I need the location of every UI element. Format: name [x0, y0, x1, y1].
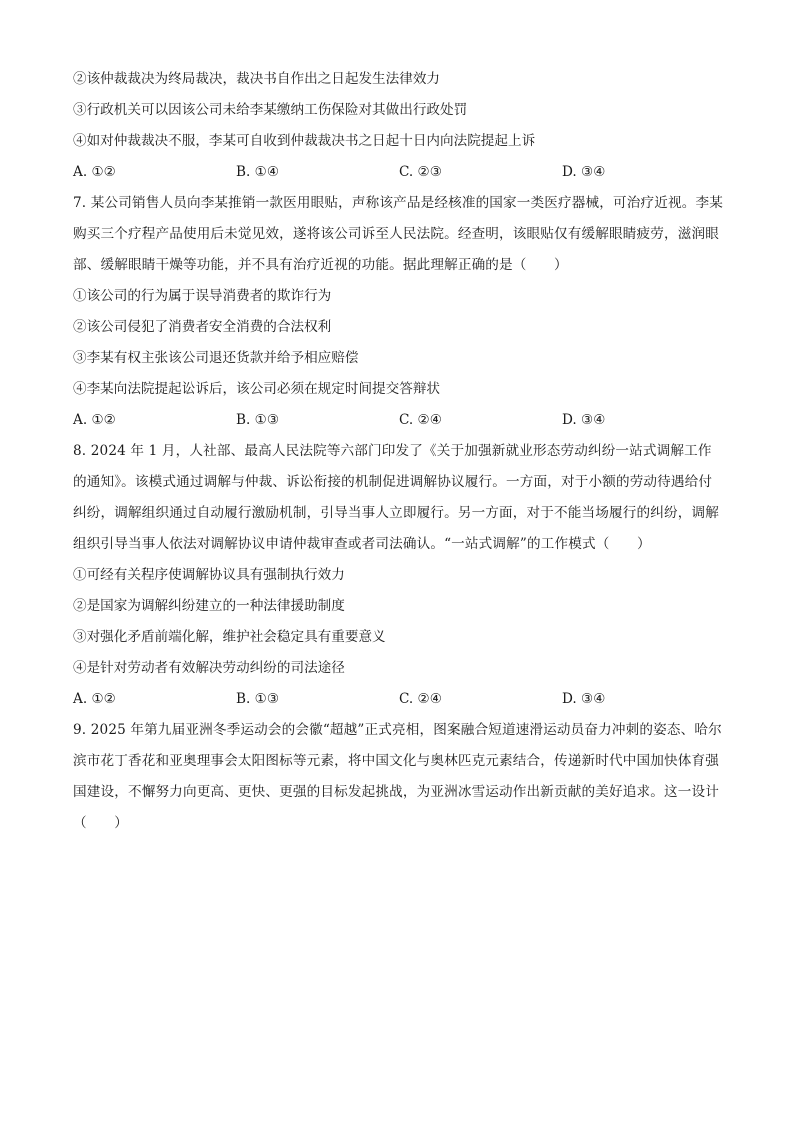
q6-option-d: D. ③④	[562, 164, 606, 180]
q7-option-b: B. ①③	[236, 412, 280, 428]
q8-option-c: C. ②④	[399, 691, 442, 707]
q8-item-2: ②是国家为调解纠纷建立的一种法律援助制度	[73, 598, 345, 614]
q7-stem: 7. 某公司销售人员向李某推销一款医用眼贴，声称该产品是经核准的国家一类医疗器械，可治疗近视。李某购买三个疗程产品使用后未觉见效，遂将该公司诉至人民法院。经查明，该眼贴仅有缓解眼睛疲劳，滋润眼部、缓解眼睛干燥等功能，并不具有治疗近视的功能。据此理解正确的是（ ）	[73, 195, 723, 273]
q6-item-4: ④如对仲裁裁决不服，李某可自收到仲裁裁决书之日起十日内向法院提起上诉	[73, 133, 536, 149]
q7-options	[73, 405, 723, 436]
q6-option-b: B. ①④	[236, 164, 280, 180]
q6-options	[73, 157, 723, 188]
q6-item-2: ②该仲裁裁决为终局裁决，裁决书自作出之日起发生法律效力	[73, 71, 441, 87]
q7-item-4: ④李某向法院提起讼诉后，该公司必须在规定时间提交答辩状	[73, 381, 441, 397]
q6-item-3: ③行政机关可以因该公司未给李某缴纳工伤保险对其做出行政处罚	[73, 102, 468, 118]
q7-option-d: D. ③④	[562, 412, 606, 428]
q8-stem: 8. 2024 年 1 月，人社部、最高人民法院等六部门印发了《关于加强新就业形态劳动纠纷一站式调解工作的通知》。该模式通过调解与仲裁、诉讼衔接的机制促进调解协议履行。一方面，对于小额的劳动待遇给付纠纷，调解组织通过自动履行激励机制，引导当事人立即履行。另一方面，对于不能当场履行的纠纷，调解组织引导当事人依法对调解协议申请仲裁审查或者司法确认。“一站式调解”的工作模式（ ）	[73, 443, 719, 552]
q7-item-2: ②该公司侵犯了消费者安全消费的合法权利	[73, 319, 332, 335]
q8-option-b: B. ①③	[236, 691, 280, 707]
q6-option-c: C. ②③	[399, 164, 442, 180]
q8-item-4: ④是针对劳动者有效解决劳动纠纷的司法途径	[73, 660, 345, 676]
q8-item-3: ③对强化矛盾前端化解，维护社会稳定具有重要意义	[73, 629, 386, 645]
q8-option-a: A. ①②	[73, 691, 116, 707]
q7-item-3: ③李某有权主张该公司退还货款并给予相应赔偿	[73, 350, 359, 366]
document-content	[73, 64, 723, 839]
q7-option-c: C. ②④	[399, 412, 442, 428]
q8-option-d: D. ③④	[562, 691, 606, 707]
q9-stem: 9. 2025 年第九届亚洲冬季运动会的会徽“超越”正式亮相，图案融合短道速滑运动员奋力冲刺的姿态、哈尔滨市花丁香花和亚奥理事会太阳图标等元素，将中国文化与奥林匹克元素结合，传递新时代中国加快体育强国建设，不懈努力向更高、更快、更强的目标发起挑战，为亚洲冰雪运动作出新贡献的美好追求。这一设计（ ）	[73, 722, 722, 831]
q6-option-a: A. ①②	[73, 164, 116, 180]
q7-option-a: A. ①②	[73, 412, 116, 428]
q7-item-1: ①该公司的行为属于误导消费者的欺诈行为	[73, 288, 332, 304]
q8-options	[73, 684, 723, 715]
q8-item-1: ①可经有关程序使调解协议具有强制执行效力	[73, 567, 345, 583]
